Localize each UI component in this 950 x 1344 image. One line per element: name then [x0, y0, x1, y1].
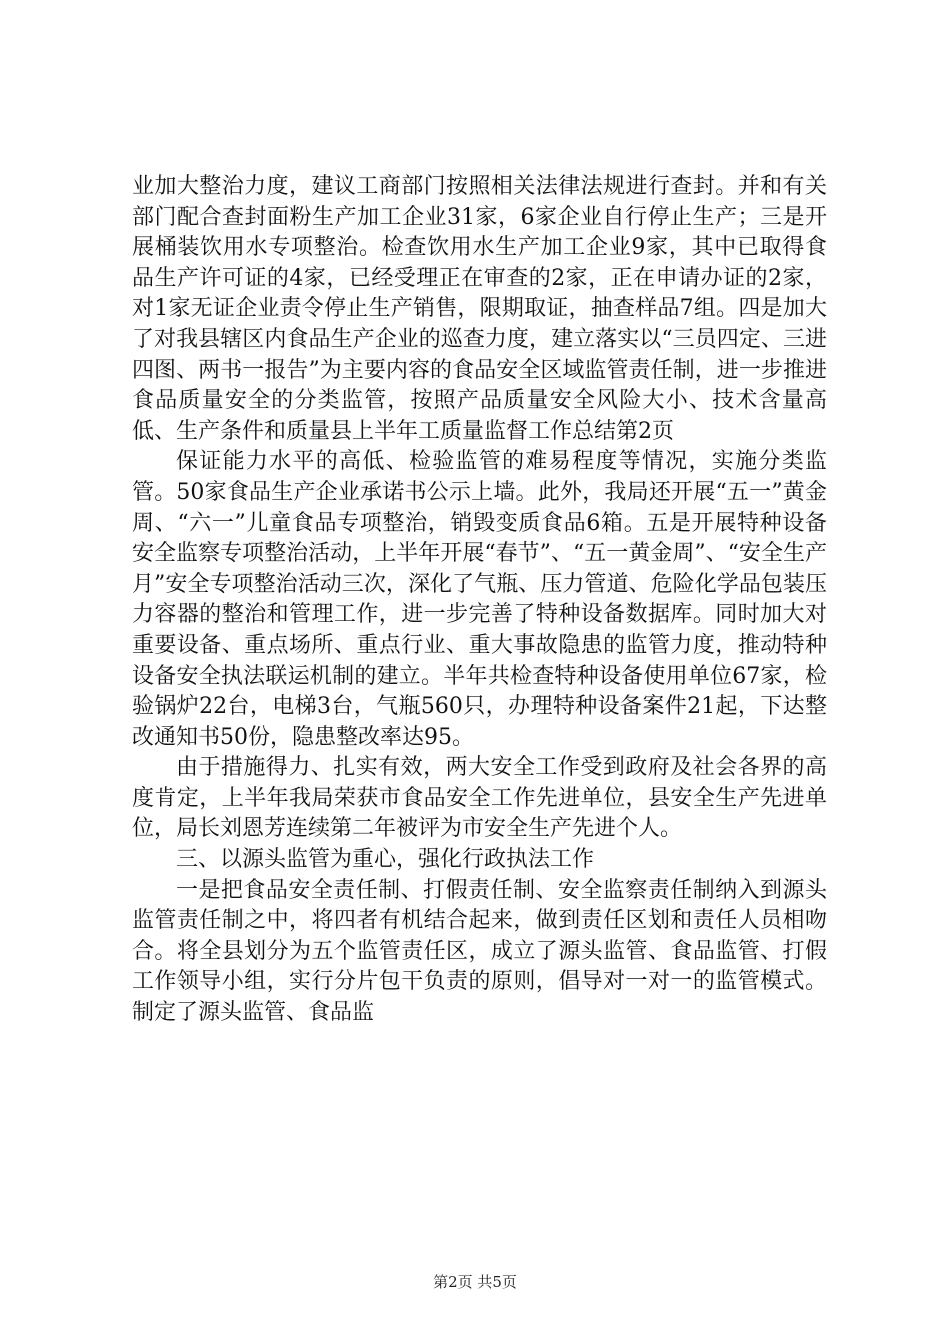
paragraph-1: 业加大整治力度，建议工商部门按照相关法律法规进行查封。并和有关部门配合查封面粉生产加工企业31家，6家企业自行停止生产；三是开展桶装饮用水专项整治。检查饮用水生产加工企业9家，其中已取得食品生产许可证的4家，已经受理正在审查的2家，正在申请办证的2家，对1家无证企业责令停止生产销售，限期取证，抽查样品7组。四是加大了对我县辖区内食品生产企业的巡查力度，建立落实以“三员四定、三进四图、两书一报告”为主要内容的食品安全区域监管责任制，进一步推进食品质量安全的分类监管，按照产品质量安全风险大小、技术含量高低、生产条件和质量县上半年工质量监督工作总结第2页 [132, 174, 827, 444]
page-number-footer: 第2页 共5页 [433, 1273, 517, 1291]
document-body [132, 172, 827, 1029]
section-heading-3: 三、以源头监管为重心，强化行政执法工作 [176, 847, 595, 873]
paragraph-3: 由于措施得力、扎实有效，两大安全工作受到政府及社会各界的高度肯定，上半年我局荣获市食品安全工作先进单位，县安全生产先进单位，局长刘恩芳连续第二年被评为市安全生产先进个人。 [132, 755, 827, 842]
paragraph-4: 一是把食品安全责任制、打假责任制、安全监察责任制纳入到源头监管责任制之中，将四者有机结合起来，做到责任区划和责任人员相吻合。将全县划分为五个监管责任区，成立了源头监管、食品监管、打假工作领导小组，实行分片包干负责的原则，倡导对一对一的监管模式。制定了源头监管、食品监 [132, 877, 827, 1026]
paragraph-2: 保证能力水平的高低、检验监管的难易程度等情况，实施分类监管。50家食品生产企业承诺书公示上墙。此外，我局还开展“五一”黄金周、“六一”儿童食品专项整治，销毁变质食品6箱。五是开展特种设备安全监察专项整治活动，上半年开展“春节”、“五一黄金周”、“安全生产月”安全专项整治活动三次，深化了气瓶、压力管道、危险化学品包装压力容器的整治和管理工作，进一步完善了特种设备数据库。同时加大对重要设备、重点场所、重点行业、重大事故隐患的监管力度，推动特种设备安全执法联运机制的建立。半年共检查特种设备使用单位67家，检验锅炉22台，电梯3台，气瓶560只，办理特种设备案件21起，下达整改通知书50份，隐患整改率达95。 [132, 449, 827, 750]
